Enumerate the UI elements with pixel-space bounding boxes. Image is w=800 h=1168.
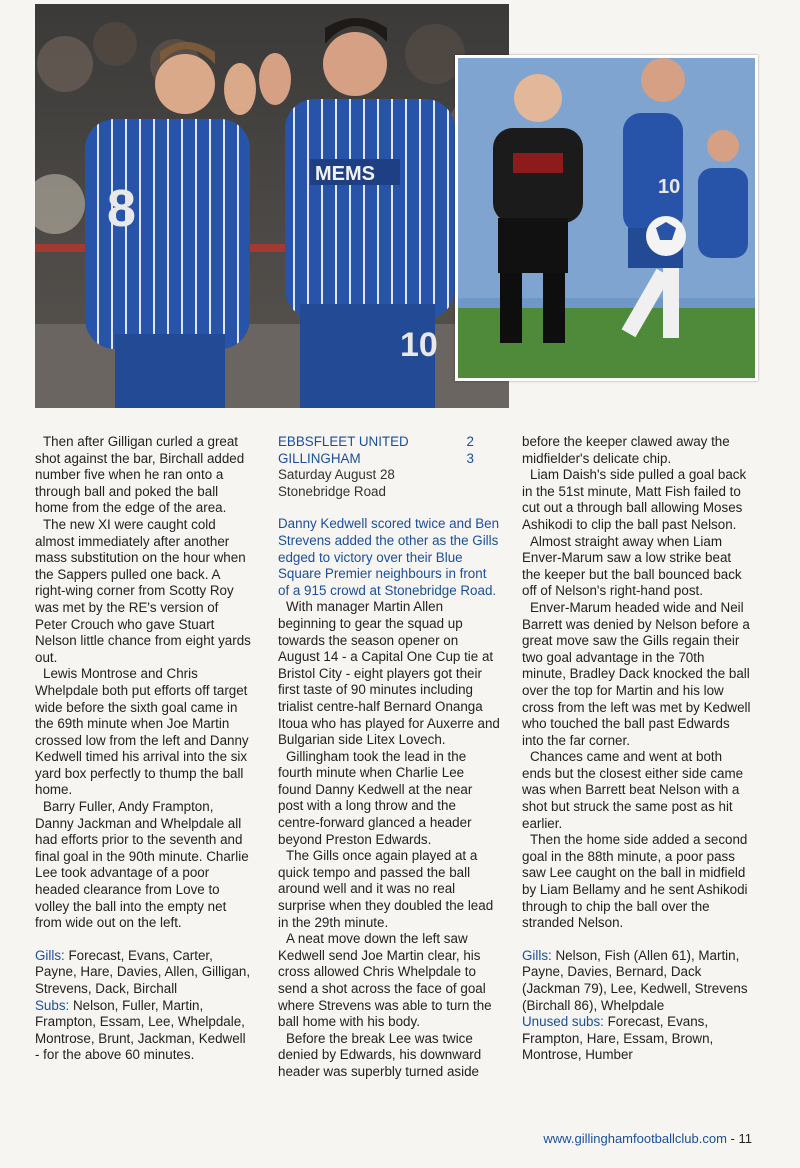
paragraph: Gillingham took the lead in the fourth minute when Charlie Lee found Danny Kedwell at the near post with a long throw and the centre-forward glanced a header beyond Preston Edwards. — [278, 748, 473, 847]
home-score: 2 — [466, 434, 474, 449]
paragraph: Barry Fuller, Andy Frampton, Danny Jackman and Whelpdale all had efforts prior to the seventh and final goal in the 90th minute. Charlie Lee took advantage of a poor headed clearance from Love to volley the ball into the empty net from wide out on the left. — [35, 799, 249, 931]
footer-separator: - — [726, 1131, 739, 1146]
paragraph: A neat move down the left saw Kedwell send Joe Martin clear, his cross allowed Chris Whelpdale to send a shot across the face of goal where Strevens was able to turn the ball home with his body. — [278, 931, 492, 1030]
paragraph: Before the break Lee was twice denied by Edwards, his downward header was superbly turned aside — [278, 1030, 482, 1079]
paragraph: Almost straight away when Liam Enver-Marum saw a low strike beat the keeper but the ball bounced back off of Nelson's right-hand post. — [522, 533, 742, 599]
club-website-link[interactable]: www.gillinghamfootballclub.com — [543, 1131, 727, 1146]
paragraph: Then the home side added a second goal in the 88th minute, a poor pass saw Lee caught on the ball in midfield by Liam Bellamy and he sent Ashikodi through to chip the ball over the stranded Nelson. — [522, 832, 748, 931]
paragraph: Then after Gilligan curled a great shot against the bar, Birchall added number five when he ran onto a through ball and poked the ball home from the edge of the area. — [35, 434, 245, 516]
paragraph: Lewis Montrose and Chris Whelpdale both put efforts off target wide before the sixth goal came in the 69th minute when Joe Martin crossed low from the left and Danny Kedwell timed his arrival into the six yard box perfectly to thump the ball home. — [35, 666, 249, 798]
shirt-number-8: 8 — [107, 180, 136, 238]
away-team: GILLINGHAM — [278, 450, 361, 466]
squad-list — [522, 948, 752, 1064]
squad-label: Gills: — [522, 947, 552, 963]
paragraph: Chances came and went at both ends but the closest either side came was when Barrett beat Nelson with a shot but struck the same post as hit earlier. — [522, 749, 744, 831]
match-date: Saturday August 28 — [278, 467, 395, 483]
home-team: EBBSFLEET UNITED — [278, 434, 409, 449]
main-match-photo — [35, 4, 509, 408]
page-number: 11 — [738, 1131, 752, 1146]
subs-label: Subs: — [35, 997, 70, 1013]
match-result — [278, 434, 500, 500]
sponsor-logo: MEMS — [315, 163, 375, 185]
subs-players: Nelson, Fuller, Martin, Frampton, Essam, Lee, Whelpdale, Montrose, Brunt, Jackman, Kedwell - for the above 60 minutes. — [35, 997, 246, 1063]
squad-players: Nelson, Fish (Allen 61), Martin, Payne, Davies, Bernard, Dack (Jackman 79), Lee, Kedwell, Strevens (Birchall 86), Whelpdale — [522, 947, 748, 1013]
page-footer — [543, 1131, 752, 1146]
subs-players: Forecast, Evans, Frampton, Hare, Essam, Brown, Montrose, Humber — [522, 1014, 714, 1063]
paragraph: before the keeper clawed away the midfielder's delicate chip. — [522, 434, 730, 466]
squad-label: Gills: — [35, 947, 65, 963]
squad-list — [35, 948, 253, 1064]
match-intro: Danny Kedwell scored twice and Ben Strevens added the other as the Gills edged to victory over their Blue Square Premier neighbours in front of a 915 crowd at Stonebridge Road. — [278, 516, 500, 598]
inset-shirt-number-10: 10 — [658, 176, 681, 198]
paragraph: Enver-Marum headed wide and Neil Barrett was denied by Nelson before a great move saw the Gills regain their two goal advantage in the 70th minute, Bradley Dack knocked the ball over the top for Martin and his low cross from the left was met by Kedwell who touched the ball past Edwards into the far corner. — [522, 599, 751, 748]
inset-match-photo — [455, 55, 758, 381]
away-score: 3 — [466, 450, 474, 466]
article-column-2 — [278, 434, 500, 1081]
article-column-1 — [35, 434, 253, 1064]
article-column-3 — [522, 434, 752, 1064]
paragraph: With manager Martin Allen beginning to gear the squad up towards the season opener on August 14 - a Capital One Cup tie at Bristol City - eight players got their first taste of 90 minutes including trialist centre-half Bernard Onanga Itoua who has played for Auxerre and Bulgarian side Litex Lovech. — [278, 599, 500, 748]
shirt-number-10: 10 — [400, 326, 438, 364]
match-venue: Stonebridge Road — [278, 483, 386, 499]
paragraph: The new XI were caught cold almost immediately after another mass substitution on the hour when the Sappers pulled one back. A right-wing corner from Scotty Roy was met by the RE's version of Peter Crouch who gave Stuart Nelson little chance from eight yards out. — [35, 516, 251, 665]
paragraph: The Gills once again played at a quick tempo and passed the ball around well and it was no real surprise when they doubled the lead in the 29th minute. — [278, 848, 494, 930]
squad-players: Forecast, Evans, Carter, Payne, Hare, Davies, Allen, Gilligan, Strevens, Dack, Birchall — [35, 947, 251, 996]
subs-label: Unused subs: — [522, 1014, 604, 1030]
paragraph: Liam Daish's side pulled a goal back in the 51st minute, Matt Fish failed to cut out a through ball allowing Moses Ashikodi to clip the ball past Nelson. — [522, 467, 747, 532]
